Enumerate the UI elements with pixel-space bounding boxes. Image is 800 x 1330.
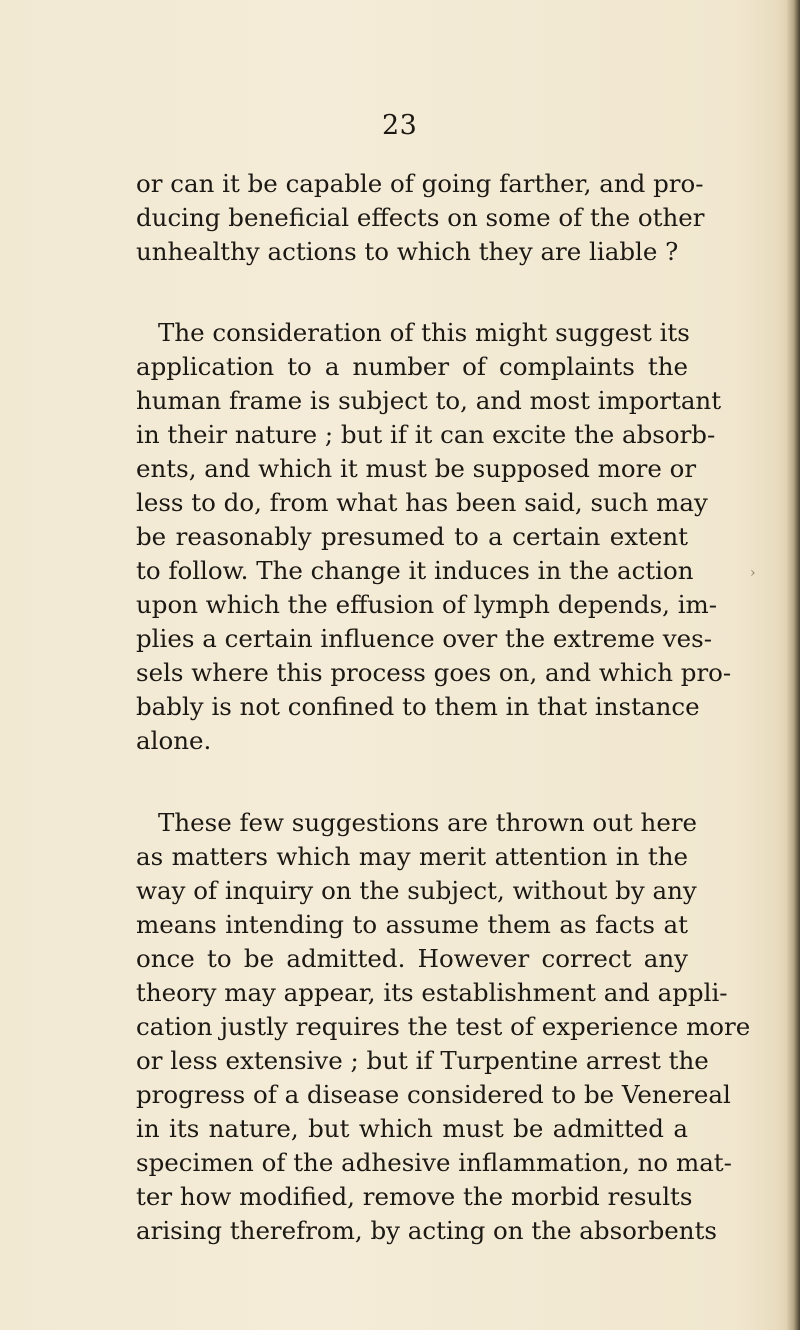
text-line: ents, and which it must be supposed more or xyxy=(136,454,697,483)
text-line: human frame is subject to, and most important xyxy=(136,386,722,415)
margin-mark: › xyxy=(750,565,756,581)
text-line: once to be admitted. However correct any xyxy=(136,944,688,973)
text-line: theory may appear, its establishment and appli- xyxy=(136,978,728,1007)
text-line: ter how modified, remove the morbid results xyxy=(136,1182,693,1211)
text-line: in its nature, but which must be admitted a xyxy=(136,1114,688,1143)
text-line: bably is not confined to them in that instance xyxy=(136,692,700,721)
text-line: upon which the effusion of lymph depends, im- xyxy=(136,590,718,619)
text-line: means intending to assume them as facts at xyxy=(136,910,688,939)
text-line: unhealthy actions to which they are liable ? xyxy=(136,237,679,266)
text-line: application to a number of complaints the xyxy=(136,352,688,381)
text-line: to follow. The change it induces in the action xyxy=(136,556,694,585)
text-line: alone. xyxy=(136,726,212,755)
text-line: cation justly requires the test of experience more xyxy=(136,1012,751,1041)
text-line: or less extensive ; but if Turpentine arrest the xyxy=(136,1046,709,1075)
text-line: specimen of the adhesive inflammation, no mat- xyxy=(136,1148,732,1177)
text-line: The consideration of this might suggest its xyxy=(158,318,690,347)
page-edge-shadow xyxy=(786,0,800,1330)
text-line: ducing beneficial effects on some of the other xyxy=(136,203,705,232)
text-line: as matters which may merit attention in the xyxy=(136,842,688,871)
text-line: plies a certain influence over the extreme ves- xyxy=(136,624,713,653)
text-line: in their nature ; but if it can excite the absorb- xyxy=(136,420,716,449)
text-line: These few suggestions are thrown out here xyxy=(158,808,698,837)
page-number: 23 xyxy=(382,110,418,141)
text-line: or can it be capable of going farther, and pro- xyxy=(136,169,704,198)
text-line: way of inquiry on the subject, without by any xyxy=(136,876,697,905)
text-line: less to do, from what has been said, such may xyxy=(136,488,708,517)
text-line: sels where this process goes on, and which pro- xyxy=(136,658,732,687)
text-line: arising therefrom, by acting on the absorbents xyxy=(136,1216,717,1245)
text-line: progress of a disease considered to be Venereal xyxy=(136,1080,731,1109)
text-line: be reasonably presumed to a certain extent xyxy=(136,522,688,551)
